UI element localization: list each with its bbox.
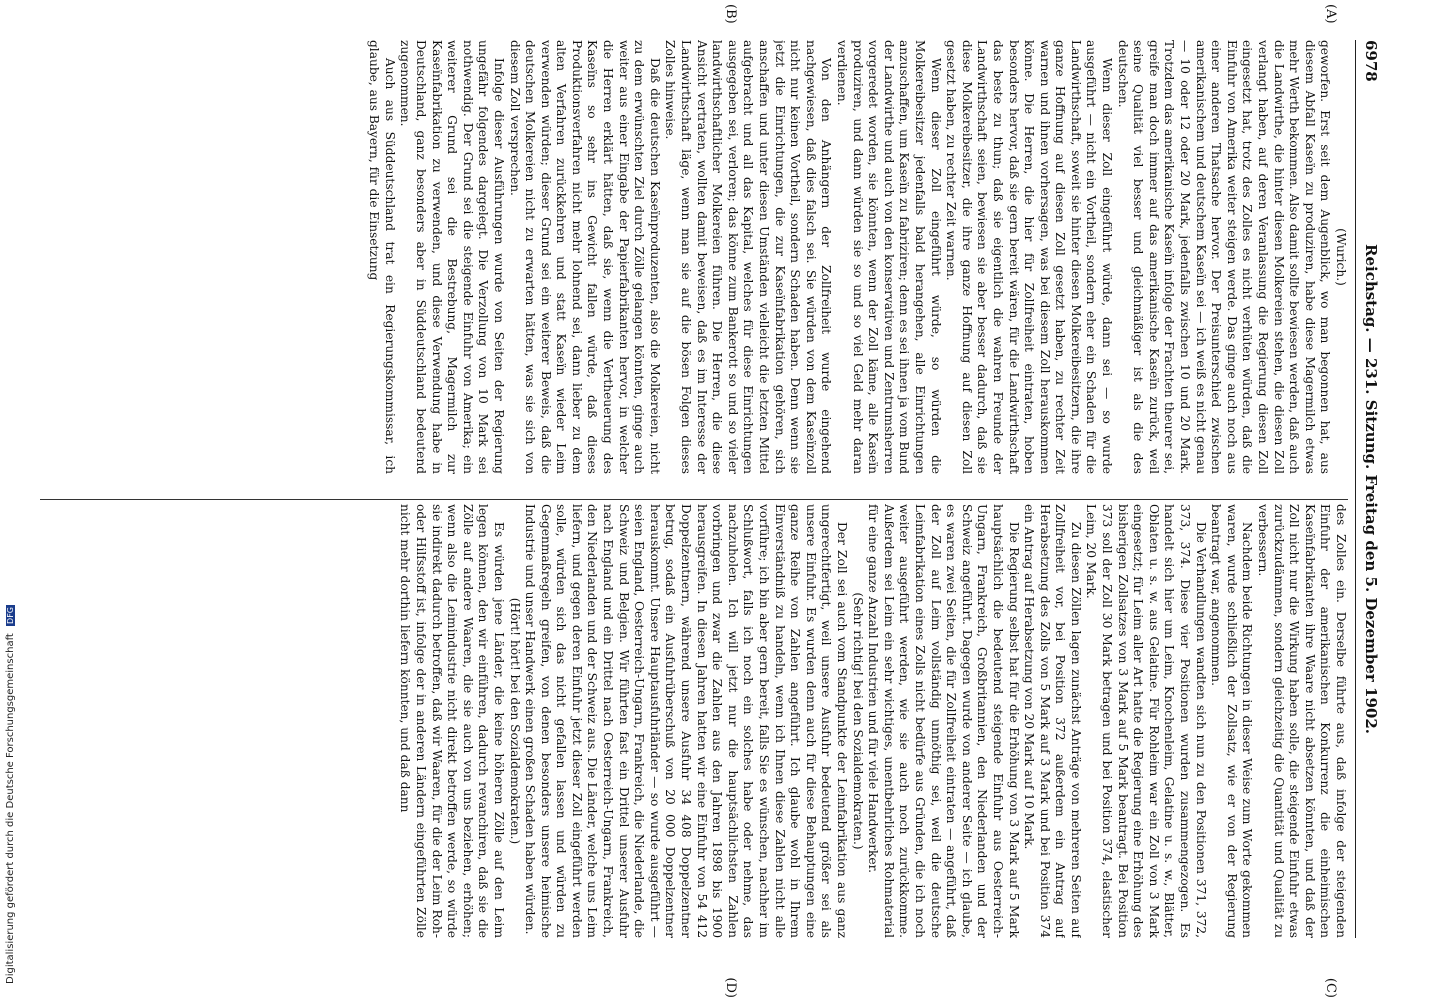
interjection: (Hört! hört! bei den Sozialdemokraten.) [507, 597, 522, 845]
paragraph: Die Verhandlungen wandten sich nun zu den Positionen 371, 372, 373, 374. Diese vier Positionen wurden zusammengezogen. Es handelt sich hier um Leim, Knochenleim, Gelatine u. s. w., Blätter, Oblaten u. s. w. aus Gelatine. Für Rohleim war ein Zoll von 3 Mark eingesetzt; für Leim aller Art hatte die Regierung eine Erhöhung des bisherigen Zollsatzes von 3 Mark auf 5 Mark beantragt. Bei Position 373 soll der Zoll 30 Mark betragen und bei Position 374, elastischer Leim, 20 Mark. [1084, 504, 1208, 938]
paragraph: Wenn dieser Zoll eingeführt würde, dann sei — so wurde ausgeführt — nicht ein Vortheil, sondern eher ein Schaden für die Landwirthschaft, soweit sie hinter diesen Molkereibesitzern, die ihre ganze Hoffnung auf diesen Zoll gesetzt haben, zu rechter Zeit warnen und ihnen vorhersagen, was bei diesem Zoll herauskommen könne. Die Herren, die hier für Zollfreiheit eintraten, hoben besonders hervor, daß sie gern bereit wären, für die Landwirthschaft das beste zu thun; daß sie eigentlich die wahren Freunde der Landwirthschaft seien, bewiesen sie aber besser dadurch, daß sie diese Molkereibesitzer, die ihre ganze Hoffnung auf diesen Zoll gesetzt haben, zu rechter Zeit warnen. [944, 40, 1115, 474]
paragraph: geworfen. Erst seit dem Augenblick, wo man begonnen hat, aus diesem Abfall Kaseïn zu produziren, habe diese Magermilch etwas mehr Werth bekommen. Also damit sollte bewiesen werden, daß auch die Landwirthe, die hinter diesen Molkereien stehen, die diesen Zoll verlangt haben, auf deren Veranlassung die Regierung diesen Zoll eingesetzt hat, trotz des Zolles es nicht verhüten würden, daß die Einfuhr von Amerika weiter steigen werde. Das ginge auch noch aus einer anderen Thatsache hervor. Der Preisunterschied zwischen amerikanischem und deutschem Kaseïn sei — ich weiß es nicht genau — 10 oder 12 oder 20 Mark, jedenfalls zwischen 10 und 20 Mark. Trotzdem das amerikanische Kaseïn infolge der Frachten theurer sei, greife man doch immer auf das amerikanische Kaseïn zurück, weil seine Qualität viel besser und gleichmäßiger ist als die des deutschen. [1115, 40, 1333, 474]
credit-text: Digitalisierung gefördert durch die Deutsche Forschungsgemeinschaft [5, 633, 16, 984]
dfg-logo: DFG [5, 607, 15, 624]
paragraph: Es würden jene Länder, die keine höheren Zölle auf den Leim legen können, den wir einführen, dadurch revanchiren, daß sie die Zölle auf andere Waaren, die sie auch von uns beziehen, erhöhen; wenn also die Leimindustrie nicht direkt betroffen werde, so würde sie indirekt dadurch betroffen, daß wir Waaren, für die der Leim Roh- oder Hilfsstoff ist, infolge der in anderen Ländern eingeführten Zölle nicht mehr dorthin liefern könnten, und daß dann [398, 504, 506, 938]
paragraph: Infolge dieser Ausführungen wurde von Seiten der Regierung ungefähr folgendes dargelegt. Die Verzollung von 10 Mark sei nothwendig. Der Grund sei die steigende Einfuhr von Amerika; ein weiterer Grund sei die Bestrebung, Magermilch zur Kaseïnfabrikation zu verwenden, und diese Verwendung habe in Deutschland, ganz besonders aber in Süddeutschland bedeutend zugenommen. [398, 40, 506, 474]
margin-letter-a: (A) [1323, 4, 1338, 24]
margin-letter-d: (D) [723, 977, 738, 998]
text-columns [30, 40, 1348, 938]
left-column [30, 40, 1348, 474]
paragraph: Wenn dieser Zoll eingeführt würde, so würden die Molkereibesitzer jedenfalls bald herangehen, alle Einrichtungen anzuschaffen, um Kaseïn zu fabriziren; denn es sei ihnen ja vom Bund der Landwirthe und auch von den konservativen und Zentrumsherren vorgeredet worden, sie könnten, wenn der Zoll käme, alle Kaseïn produziren, und dann würden sie so und so viel Geld mehr daran verdienen. [835, 40, 943, 474]
paragraph: Nachdem beide Richtungen in dieser Weise zum Worte gekommen waren, wurde schließlich der Zollsatz, wie er von der Regierung beantragt war, angenommen. [1209, 504, 1255, 938]
margin-letter-c: (C) [1323, 977, 1338, 998]
paragraph: Auch aus Süddeutschland trat ein Regierungskommissar, ich glaube, aus Bayern, für die Einsetzung [367, 40, 397, 474]
speaker-name: (Wurich.) [1334, 228, 1348, 286]
paragraph: des Zolles ein. Derselbe führte aus, daß infolge der steigenden Einfuhr der amerikanischen Konkurrenz die einheimischen Kaseïnfabrikanten ihre Waare nicht absetzen könnten, und daß der Zoll nicht nur die Wirkung haben solle, die steigende Einfuhr etwas zurückzudämmen, sondern gleichzeitig die Quantität und Qualität zu verbessern. [1256, 504, 1348, 938]
page-number: 6978 [1362, 40, 1380, 82]
page-title: Reichstag. — 231. Sitzung. Freitag den 5. Dezember 1902. [1362, 243, 1380, 734]
paragraph: Der Zoll sei auch vom Standpunkte der Leimfabrikation aus ganz ungerechtfertigt, weil unsere Ausfuhr bedeutend größer sei als unsere Einfuhr. Es wurden denn auch für diese Behauptungen eine ganze Reihe von Zahlen angeführt. Ich glaube wohl in Ihrem Einverständniß zu handeln, wenn ich Ihnen diese Zahlen nicht alle vorführe; ich bin aber gern bereit, falls Sie es wünschen, nachher im Schlußwort, falls ich noch ein solches habe oder nehme, das nachzuholen. Ich will jetzt nur die hauptsächlichsten Zahlen vorbringen und zwar die Zahlen aus den Jahren 1898 bis 1900 herausgreifen. In diesen Jahren hatten wir eine Einfuhr von 54 412 Doppelzentnern, während unsere Ausfuhr 34 408 Doppelzentner betrug, sodaß ein Ausfuhrüberschuß von 20 000 Doppelzentner herauskommt. Unsere Hauptausfuhrländer — so wurde ausgeführt — seien England, Oesterreich-Ungarn, Frankreich, die Niederlande, die Schweiz und Belgien. Wir führten fast ein Drittel unserer Ausfuhr nach England und ein Drittel nach Oesterreich-Ungarn, Frankreich, den Niederlanden und der Schweiz aus. Die Länder, welche uns Leim liefern, und gegen deren Einfuhr jetzt dieser Zoll eingeführt werden solle, würden sich das nicht gefallen lassen und würden zu Gegenmaßregeln greifen, von denen besonders unsere heimische Industrie und unser Handwerk einen großen Schaden haben würden. [523, 504, 849, 938]
paragraph: Zu diesen Zöllen lagen zunächst Anträge von mehreren Seiten auf Zollfreiheit vor, bei Position 372 außerdem ein Antrag auf Herabsetzung des Zolls von 5 Mark auf 3 Mark und bei Position 374 ein Antrag auf Herabsetzung von 20 Mark auf 10 Mark. [1022, 504, 1083, 938]
paragraph: Die Regierung selbst hat für die Erhöhung von 3 Mark auf 5 Mark hauptsächlich die bedeutend steigende Einfuhr aus Oesterreich-Ungarn, Frankreich, Großbritannien, den Niederlanden und der Schweiz angeführt. Dagegen wurde von anderer Seite — ich glaube, es waren zwei Seiten, die für Zollfreiheit eintraten — angeführt, daß der Zoll auf Leim vollständig unnöthig sei, weil die deutsche Leimfabrikation eines Zolls nicht bedürfe aus Gründen, die ich noch weiter ausgeführt werden, wie sie auch noch zurückkomme. Außerdem sei Leim ein sehr wichtiges, unentbehrliches Rohmaterial für eine ganze Anzahl Industrien und für viele Handwerker. [866, 504, 1021, 938]
page-header [1355, 40, 1384, 938]
margin-letter-b: (B) [723, 4, 738, 24]
right-column [30, 504, 1348, 938]
interjection: (Sehr richtig! bei den Sozialdemokraten.) [850, 592, 865, 850]
paragraph: Daß die deutschen Kaseïnproduzenten, also die Molkereien, nicht zu dem erwünschten Ziel durch Zölle gelangen könnten, ginge auch weiter aus einer Eingabe der Papierfabrikanten hervor, in welcher die Herren erklärt hätten, daß sie, wenn die Vertheuerung des Kaseïns so sehr ins Gewicht fallen würde, daß dieses Produktionsverfahren nicht mehr lohnend sei, dann lieber zu dem alten Verfahren zurückkehren und statt Kaseïn wieder Leim verwenden würden; dieser Grund sei ein weiterer Beweis, daß die deutschen Molkereien nicht zu erwarten hätten, was sie sich von diesem Zoll versprechen. [507, 40, 662, 474]
paragraph: Von den Anhängern der Zollfreiheit wurde eingehend nachgewiesen, daß dies falsch sei. Sie würden von dem Kaseïnzoll nicht nur keinen Vortheil, sondern Schaden haben. Denn wenn sie jetzt die Einrichtungen, die zur Kaseïnfabrikation gehören, sich anschaffen und unter diesen Umständen vielleicht die letzten Mittel aufgebracht und all das Kapital, welches für diese Einrichtungen ausgegeben sei, verloren; das könne zum Bankerott so und so vieler landwirthschaftlicher Molkereien führen. Die Herren, die diese Ansicht vertraten, wollten damit beweisen, daß es im Interesse der Landwirthschaft läge, wenn man sie auf die bösen Folgen dieses Zolles hinweise. [663, 40, 834, 474]
digitization-credit [2, 16, 24, 984]
